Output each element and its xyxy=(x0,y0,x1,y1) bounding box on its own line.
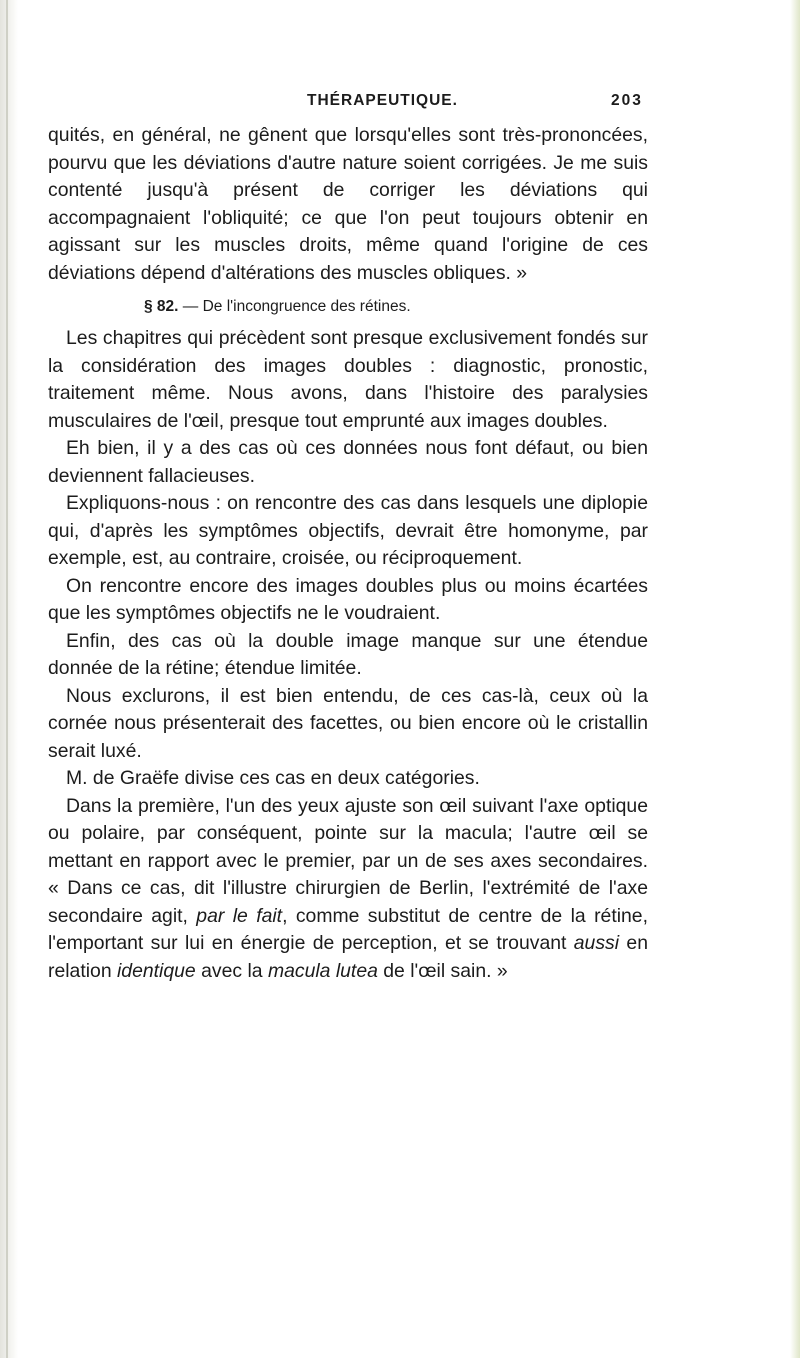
paragraph: Les chapitres qui précèdent sont presque exclusivement fondés sur la considération des images doubles : diagnostic, pronostic, traitement même. Nous avons, dans l'histoire des paralysies musculaires de l'œil, presque tout emprunté aux images doubles. xyxy=(48,327,648,432)
page-header xyxy=(0,92,800,114)
paragraph-text: en relation xyxy=(48,932,648,982)
page-body xyxy=(48,122,648,985)
paragraph-text: avec la xyxy=(195,959,268,982)
italic-text: aussi xyxy=(573,932,620,954)
paragraph-text: , comme substitut de centre de la rétine, l'emportant sur lui en énergie de perception, et se trouvant xyxy=(48,904,648,954)
paragraph: M. de Graëfe divise ces cas en deux catégories. xyxy=(66,767,480,789)
section-title: — De l'incongruence des rétines. xyxy=(182,298,411,315)
gutter-shadow-line xyxy=(6,0,8,1358)
section-number: § 82. xyxy=(144,298,179,315)
page-right-edge xyxy=(790,0,800,1358)
italic-text: par le fait xyxy=(196,904,283,927)
paragraph-text: Dans la première, l'un des yeux ajuste son œil suivant l'axe optique ou polaire, par conséquent, pointe sur la macula; l'autre œil se mettant en rapport avec le premier, par un de ses axes secondaires. « Dans ce cas, dit l'illustre chirurgien de Berlin, l'extrémité de l'axe secondaire agit, xyxy=(48,794,648,927)
page-number: 203 xyxy=(611,92,643,109)
paragraph: Nous exclurons, il est bien entendu, de ces cas-là, ceux où la cornée nous présenterait des facettes, ou bien encore où le cristallin serait luxé. xyxy=(48,684,648,762)
running-head: THÉRAPEUTIQUE. xyxy=(307,92,458,109)
paragraph-with-quote xyxy=(48,793,648,986)
paragraph: Eh bien, il y a des cas où ces données nous font défaut, ou bien deviennent fallacieuses. xyxy=(48,437,648,487)
paragraph-text: de l'œil sain. » xyxy=(377,959,508,982)
paragraph: Expliquons-nous : on rencontre des cas dans lesquels une diplopie qui, d'après les symptômes objectifs, devrait être homonyme, par exemple, est, au contraire, croisée, ou réciproquement. xyxy=(48,492,648,569)
paragraph-continuation: quités, en général, ne gênent que lorsqu'elles sont très-prononcées, pourvu que les déviations d'autre nature soient corrigées. Je me suis contenté jusqu'à présent de corriger les déviations qui accompagnaient l'obliquité; ce que l'on peut toujours obtenir en agissant sur les muscles droits, même quand l'origine de ces déviations dépend d'altérations des muscles obliques. » xyxy=(48,124,648,284)
page-gutter xyxy=(0,0,18,1358)
paragraph: Enfin, des cas où la double image manque sur une étendue donnée de la rétine; étendue limitée. xyxy=(48,629,648,679)
italic-text: macula lutea xyxy=(267,959,378,982)
italic-text: identique xyxy=(117,959,196,982)
paragraph: On rencontre encore des images doubles plus ou moins écartées que les symptômes objectifs ne le voudraient. xyxy=(48,574,648,624)
section-heading xyxy=(48,295,648,319)
